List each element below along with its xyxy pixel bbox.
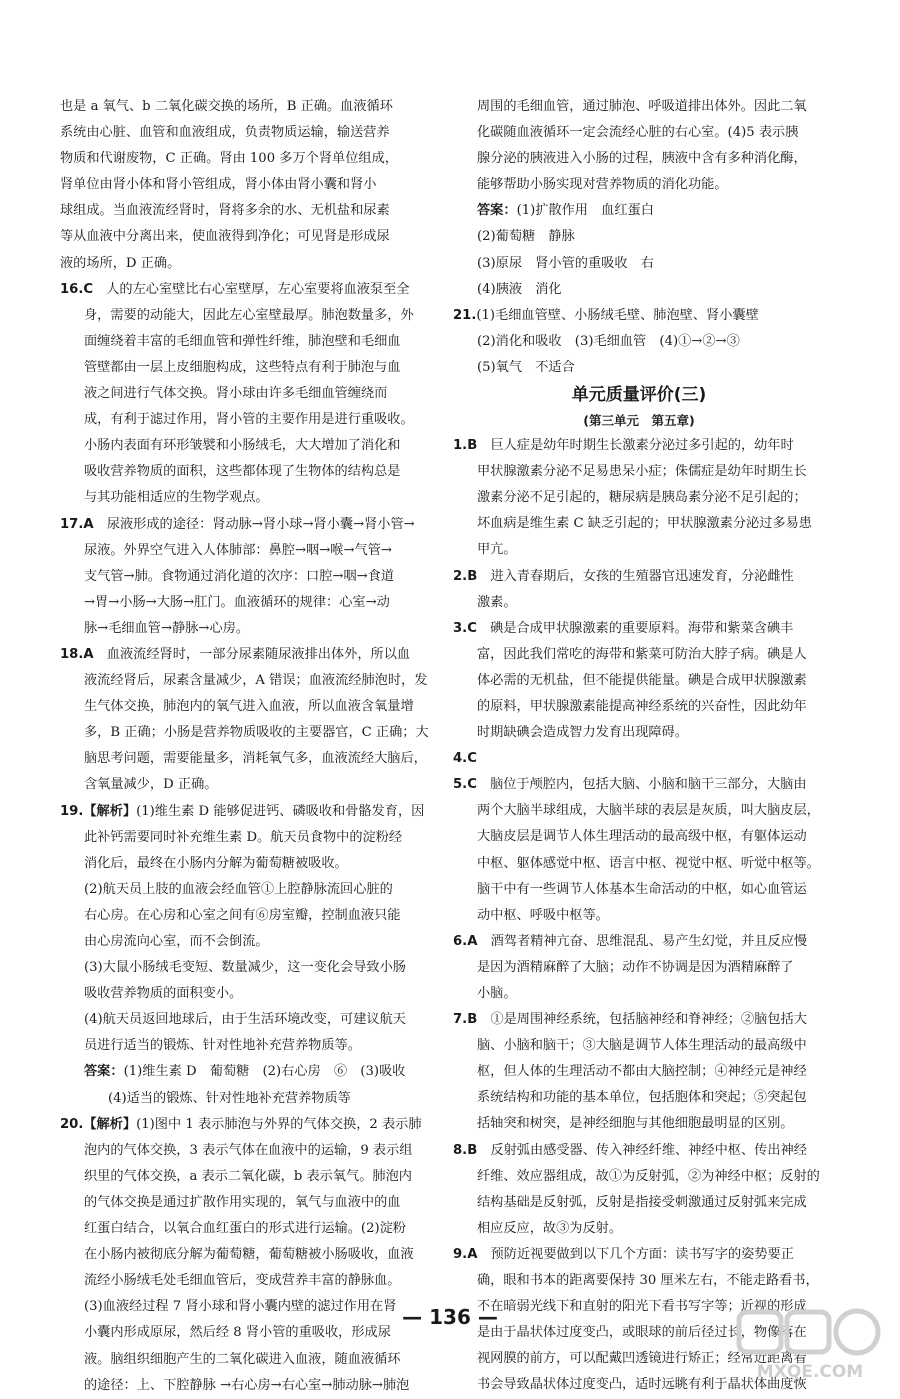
question-text: 进入青春期后，女孩的生殖器官迅速发育，分泌雌性 — [490, 568, 794, 584]
question-s2 — [453, 564, 825, 616]
text-line: 此补钙需要同时补充维生素 D。航天员食物中的淀粉经 — [84, 829, 403, 845]
text-line: 支气管→肺。食物通过消化道的次序：口腔→咽→食道 — [84, 568, 395, 584]
text-line: 脑思考问题，需要能量多，消耗氧气多，血液流经大脑后， — [84, 751, 427, 767]
q20-continuation — [453, 94, 825, 198]
text-line: 泡内的气体交换，3 表示气体在血液中的运输，9 表示组 — [84, 1142, 413, 1158]
text-line: 脑干中有一些调节人体基本生命活动的中枢，如心血管运 — [477, 881, 807, 897]
text-line: 多，B 正确；小肠是营养物质吸收的主要器官，C 正确；大 — [84, 725, 429, 741]
right-column — [453, 94, 825, 1399]
page-number: — 136 — — [402, 1305, 498, 1329]
question-text: 反射弧由感受器、传入神经纤维、神经中枢、传出神经 — [490, 1142, 807, 1158]
question-20 — [60, 1112, 432, 1399]
answer-letter: A — [83, 646, 94, 662]
left-column — [60, 94, 432, 1399]
question-number: 8. — [453, 1142, 468, 1158]
text-line: 等从血液中分离出来，使血液得到净化；可见肾是形成尿 — [60, 229, 390, 245]
text-line: 确，眼和书本的距离要保持 30 厘米左右，不能走路看书， — [477, 1273, 819, 1289]
text-line: 不在暗弱光线下和直射的阳光下看书写字等；近视的形成 — [477, 1299, 807, 1315]
question-number: 20. — [60, 1116, 84, 1132]
text-line: 织里的气体交换，a 表示二氧化碳，b 表示氧气。肺泡内 — [84, 1168, 412, 1184]
answer-letter: B — [467, 438, 478, 454]
question-text: 预防近视要做到以下几个方面：读书写字的姿势要正 — [490, 1246, 794, 1262]
text-line: 小囊内形成原尿，然后经 8 肾小管的重吸收，形成尿 — [84, 1325, 391, 1341]
question-text: 碘是合成甲状腺激素的重要原料。海带和紫菜含碘丰 — [490, 620, 794, 636]
text-line: 由心房流向心室，而不会倒流。 — [84, 934, 269, 949]
text-line: 大脑皮层是调节人体生理活动的最高级中枢，有躯体运动 — [477, 829, 807, 845]
section-title: 单元质量评价(三) — [571, 385, 707, 406]
answer-letter: A — [83, 516, 94, 532]
text-line: (4)航天员返回地球后，由于生活环境改变，可建议航天 — [84, 1012, 406, 1028]
text-line: 甲状腺激素分泌不足易患呆小症；侏儒症是幼年时期生长 — [477, 464, 807, 480]
analysis-tag: 【解析】 — [83, 803, 137, 819]
text-line: 尿液。外界空气进入人体肺部：鼻腔→咽→喉→气管→ — [84, 542, 392, 558]
watermark-logo-icon — [735, 1304, 885, 1384]
question-s1 — [453, 433, 825, 563]
text-line: 与其功能相适应的生物学观点。 — [84, 490, 269, 506]
question-number: 9. — [453, 1246, 468, 1262]
text-line: 员进行适当的锻炼、针对性地补充营养物质等。 — [84, 1038, 361, 1054]
question-s7 — [453, 1007, 825, 1137]
question-first-line — [453, 1138, 825, 1164]
text-line: 肾单位由肾小体和肾小管组成，肾小体由肾小囊和肾小 — [60, 177, 377, 193]
watermark-text: MXQE.COM — [756, 1362, 864, 1382]
question-text: 人的左心室壁比右心室壁厚，左心室要将血液泵至全 — [106, 281, 410, 297]
question-text: 尿液形成的途径：肾动脉→肾小球→肾小囊→肾小管→ — [106, 516, 415, 532]
text-line: 脉→毛细血管→静脉→心房。 — [84, 620, 250, 636]
question-first-line — [453, 772, 825, 798]
text-line: 枢，但人体的生理活动不都由大脑控制；④神经元是神经 — [477, 1064, 807, 1080]
analysis-tag: 【解析】 — [83, 1116, 137, 1132]
text-line: 书会导致晶状体过度变凸，适时远眺有利于晶状体曲度恢 — [477, 1377, 807, 1393]
answer-letter: C — [467, 777, 477, 793]
text-line: 的气体交换是通过扩散作用实现的，氧气与血液中的血 — [84, 1194, 401, 1210]
text-line: 中枢、躯体感觉中枢、语言中枢、视觉中枢、听觉中枢等。 — [477, 855, 820, 871]
question-first-line — [453, 1242, 825, 1268]
text-line: 富，因此我们常吃的海带和紫菜可防治大脖子病。碘是人 — [477, 646, 807, 662]
question-17 — [60, 512, 432, 642]
question-text: 酒驾者精神亢奋、思维混乱、易产生幻觉，并且反应慢 — [490, 933, 808, 949]
text-line: 是由于晶状体过度变凸，或眼球的前后径过长，物像落在 — [477, 1325, 807, 1341]
question-first-line — [453, 433, 825, 459]
question-s3 — [453, 616, 825, 746]
question-16 — [60, 277, 432, 512]
text-line: 小脑。 — [477, 986, 517, 1001]
text-line: 的途径：上、下腔静脉 →右心房→右心室→肺动脉→肺泡 — [84, 1377, 410, 1393]
text-line: 甲亢。 — [477, 542, 517, 558]
question-first-line — [453, 929, 825, 955]
question-text: 脑位于颅腔内，包括大脑、小脑和脑干三部分，大脑由 — [490, 777, 807, 793]
question-number: 16. — [60, 281, 84, 297]
question-text: ①是周围神经系统，包括脑神经和脊神经；②脑包括大 — [490, 1012, 807, 1028]
text-line: 是因为酒精麻醉了大脑；动作不协调是因为酒精麻醉了 — [477, 959, 794, 975]
question-21: 21.(1)毛细血管壁、小肠绒毛壁、肺泡壁、肾小囊壁 (2)消化和吸收 (3)毛细血管 (4)①→②→③ (5)氧气 不适合 — [453, 307, 759, 375]
question-number: 6. — [453, 933, 468, 949]
text-line: 生气体交换，肺泡内的氧气进入血液，所以血液含氧量增 — [84, 699, 414, 715]
text-line: 系统由心脏、血管和血液组成，负责物质运输，输送营养 — [60, 125, 390, 141]
question-s4: 4.C — [453, 751, 477, 767]
text-line: 吸收营养物质的面积变小。 — [84, 986, 243, 1002]
question-number: 3. — [453, 620, 468, 636]
text-line: (4)适当的锻炼、针对性地补充营养物质等 — [108, 1090, 351, 1106]
text-line: (3)大鼠小肠绒毛变短、数量减少，这一变化会导致小肠 — [84, 960, 406, 976]
text-line: 液的场所，D 正确。 — [60, 255, 181, 271]
question-number: 5. — [453, 777, 468, 793]
text-line: 腺分泌的胰液进入小肠的过程，胰液中含有多种消化酶， — [477, 151, 807, 167]
text-line: 液流经肾后，尿素含量减少，A 错误；血液流经肺泡时，发 — [84, 673, 428, 689]
text-line: 小肠内表面有环形皱襞和小肠绒毛，大大增加了消化和 — [84, 438, 401, 454]
text-line: 的原料，甲状腺激素能提高神经系统的兴奋性，因此幼年 — [477, 698, 807, 714]
question-first-line — [453, 564, 825, 590]
question-number: 1. — [453, 438, 468, 454]
section-subtitle: (第三单元 第五章) — [583, 413, 695, 429]
text-line: 视网膜的前方，可以配戴凹透镜进行矫正；经常近距离看 — [477, 1351, 807, 1367]
text-line: 液。脑组织细胞产生的二氧化碳进入血液，随血液循环 — [84, 1351, 401, 1367]
text-line: 含氧量减少，D 正确。 — [84, 777, 218, 793]
text-line: 红蛋白结合，以氧合血红蛋白的形式进行运输。(2)淀粉 — [84, 1221, 406, 1237]
text-line: 周围的毛细血管，通过肺泡、呼吸道排出体外。因此二氧 — [477, 99, 807, 114]
text-line: 也是 a 氧气、b 二氧化碳交换的场所，B 正确。血液循环 — [60, 99, 393, 114]
answer-letter: A — [467, 1246, 478, 1262]
text-line: 坏血病是维生素 C 缺乏引起的；甲状腺激素分泌过多易患 — [477, 516, 812, 532]
question-first-line — [60, 1112, 432, 1138]
text-line: 物质和代谢废物，C 正确。肾由 100 多万个肾单位组成， — [60, 151, 398, 167]
text-line: 在小肠内被彻底分解为葡萄糖，葡萄糖被小肠吸收，血液 — [84, 1247, 414, 1263]
text-line: 体必需的无机盐，但不能提供能量。碘是合成甲状腺激素 — [477, 672, 807, 688]
question-number: 2. — [453, 568, 468, 584]
answer-letter: C — [83, 281, 94, 297]
answer-letter: C — [467, 620, 477, 636]
text-line: 两个大脑半球组成，大脑半球的表层是灰质，叫大脑皮层， — [477, 803, 820, 819]
text-line: 面缠绕着丰富的毛细血管和弹性纤维，肺泡壁和毛细血 — [84, 333, 401, 349]
text-line: 能够帮助小肠实现对营养物质的消化功能。 — [477, 177, 728, 193]
text-line: 球组成。当血液流经肾时，肾将多余的水、无机盐和尿素 — [60, 203, 390, 219]
answer-label: 答案： — [84, 1064, 124, 1080]
text-line: 身，需要的动能大，因此左心室壁最厚。肺泡数量多，外 — [84, 307, 414, 323]
text-line: 相应反应，故③为反射。 — [477, 1220, 623, 1236]
answer-line — [60, 1059, 432, 1085]
answer-letter: A — [467, 933, 478, 949]
question-text: 巨人症是幼年时期生长激素分泌过多引起的，幼年时 — [490, 438, 794, 454]
answer-letter: B — [467, 1142, 478, 1158]
question-first-line — [453, 1007, 825, 1033]
text-line: 液之间进行气体交换。肾小球由许多毛细血管缠绕而 — [84, 386, 388, 402]
text-line: 激素分泌不足引起的，糖尿病是胰岛素分泌不足引起的； — [477, 490, 807, 506]
text-line: 括轴突和树突，是神经细胞与其他细胞最明显的区别。 — [477, 1116, 794, 1132]
text-line: 管壁都由一层上皮细胞构成，这些特点有利于肺泡与血 — [84, 359, 401, 375]
answer-letter: B — [467, 1012, 478, 1028]
text-line: 系统结构和功能的基本单位，包括胞体和突起；⑤突起包 — [477, 1090, 807, 1106]
text-line: 流经小肠绒毛处毛细血管后，变成营养丰富的静脉血。 — [84, 1273, 401, 1289]
question-19 — [60, 799, 432, 1112]
question-text: (1)维生素 D 能够促进钙、磷吸收和骨骼发育，因 — [136, 803, 425, 819]
answer-text: (1)维生素 D 葡萄糖 (2)右心房 ⑥ (3)吸收 — [123, 1064, 406, 1080]
text-line: 右心房。在心房和心室之间有⑥房室瓣，控制血液只能 — [84, 907, 401, 923]
text-line: 吸收营养物质的面积，这些都体现了生物体的结构总是 — [84, 464, 401, 480]
question-first-line — [60, 512, 432, 538]
text-line: →胃→小肠→大肠→肛门。血液循环的规律：心室→动 — [84, 594, 390, 610]
question-s8 — [453, 1138, 825, 1242]
left-p1 — [60, 94, 432, 277]
text-line: 时期缺碘会造成智力发育出现障碍。 — [477, 725, 688, 741]
question-first-line — [60, 642, 432, 668]
text-line: 脑、小脑和脑干；③大脑是调节人体生理活动的最高级中 — [477, 1038, 807, 1054]
question-s5 — [453, 772, 825, 929]
question-number: 19. — [60, 803, 84, 819]
text-line: 化碳随血液循环一定会流经心脏的右心室。(4)5 表示胰 — [477, 125, 799, 141]
text-line: 结构基础是反射弧，反射是指接受刺激通过反射弧来完成 — [477, 1194, 807, 1210]
text-line: 纤维、效应器组成，故①为反射弧，②为神经中枢；反射的 — [477, 1168, 820, 1184]
question-number: 7. — [453, 1012, 468, 1028]
text-line: (2)航天员上肢的血液会经血管①上腔静脉流回心脏的 — [84, 881, 393, 897]
text-line: 消化后，最终在小肠内分解为葡萄糖被吸收。 — [84, 855, 348, 871]
text-line: 激素。 — [477, 594, 517, 610]
question-number: 17. — [60, 516, 84, 532]
text-line: 成，有利于滤过作用，肾小管的主要作用是进行重吸收。 — [84, 412, 414, 428]
text-line: (3)血液经过程 7 肾小球和肾小囊内壁的滤过作用在肾 — [84, 1299, 397, 1315]
question-s6 — [453, 929, 825, 1007]
answer-letter: B — [467, 568, 478, 584]
question-first-line — [60, 277, 432, 303]
question-text: 血液流经肾时，一部分尿素随尿液排出体外，所以血 — [106, 646, 411, 662]
question-number: 18. — [60, 646, 84, 662]
question-text: (1)图中 1 表示肺泡与外界的气体交换，2 表示肺 — [136, 1116, 422, 1132]
question-first-line — [60, 799, 432, 825]
question-first-line — [453, 616, 825, 642]
answer-label: 答案： — [477, 203, 517, 219]
q20-answers: 答案：(1)扩散作用 血红蛋白 (2)葡萄糖 静脉 (3)原尿 肾小管的重吸收 右 (4)胰液 消化 — [477, 203, 654, 297]
text-line: 动中枢、呼吸中枢等。 — [477, 907, 609, 923]
question-18 — [60, 642, 432, 799]
